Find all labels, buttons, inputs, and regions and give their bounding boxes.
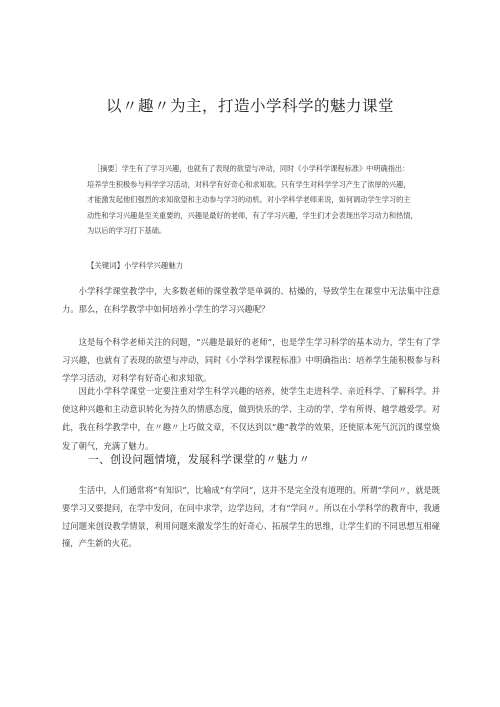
body-paragraph: 这是每个科学老师关注的问题，“兴趣是最好的老师”，也是学生学习科学的基本动力，学生有了学习兴趣，也就有了表现的欲望与冲动，同时《小学科学课程标准》中明确指出：培养学生能积极参与科学学习活动，对科学有好奇心和求知欲。 [62,337,440,384]
abstract-line: 培养学生积极参与科学学习活动，对科学有好奇心和求知欲。只有学生对科学学习产生了浓厚的兴趣， [87,179,411,189]
abstract-line: 动性和学习兴趣是至关重要的，兴趣是最好的老师，有了学习兴趣，学生们才会表现出学习动力和热情， [87,210,418,220]
abstract-line: 为以后的学习打下基础。 [87,226,167,236]
keywords: 【关键词】小学科学兴趣魅力 [87,261,184,270]
body-paragraph: 因此小学科学课堂一定要注重对学生科学兴趣的培养，使学生走进科学、亲近科学、了解科学。并使这种兴趣和主动意识转化为持久的情感态度，做到快乐的学、主动的学，学有所得、越学越爱学。对此，我在科学教学中，在〃趣〃上巧做文章，不仅达到以“趣”教学的效果，还使原本死气沉沉的课堂焕发了朝气，充满了魅力。 [62,386,440,451]
abstract-line: 才能激发起他们强烈的求知欲望和主动参与学习的动机。对小学科学老师来说，如何调动学生学习的主 [87,195,411,205]
body-paragraph: 生活中，人们通常将“有知识”，比喻成“有学问”，这并不是完全没有道理的。所谓“学问〃，就是既要学习又要提问，在学中发问，在问中求学，边学边问，才有“学问〃。所以在小学科学的教育中，我通过问题来创设教学情景，利用问题来激发学生的好奇心、拓展学生的思维，让学生们的不同思想互相碰撞，产生新的火花。 [62,485,440,549]
document-title: 以〃趣〃为主，打造小学科学的魅力课堂 [105,97,394,115]
abstract-line: ［摘要］学生有了学习兴趣，也就有了表现的欲望与冲动，同时《小学科学课程标准》中明确指出： [93,164,410,173]
section-heading: 一、创设问题情境，发展科学课堂的〃魅力〃 [88,453,310,466]
abstract [87,161,427,239]
body-paragraph: 小学科学课堂教学中，大多数老师的课堂教学是单调的、枯燥的，导致学生在课堂中无法集中注意力。那么，在科学教学中如何培养小学生的学习兴趣呢？ [62,286,440,315]
